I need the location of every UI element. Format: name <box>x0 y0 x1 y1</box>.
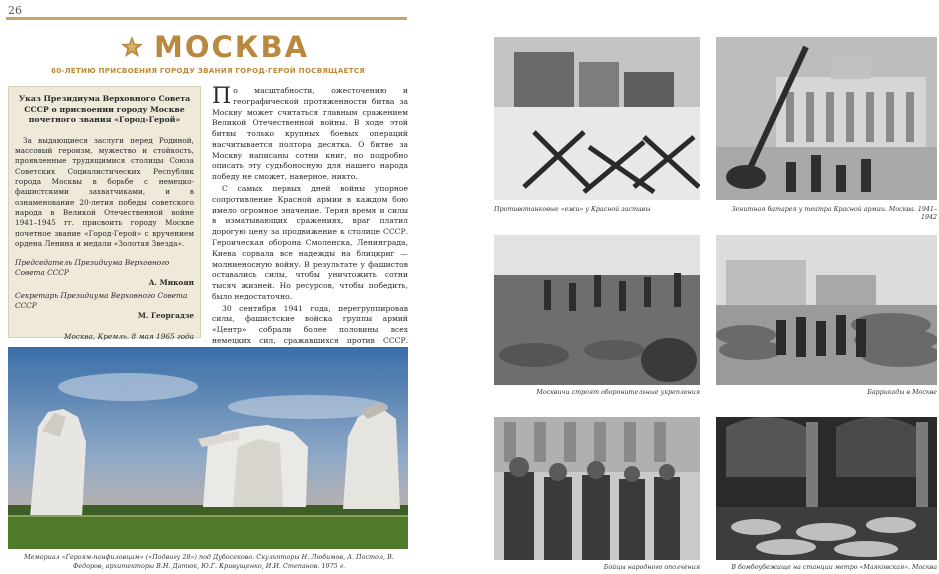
decree-body: За выдающиеся заслуги перед Родиной, массовый героизм, мужество и стойкость, проявленные трудящимися столицы Союза Советских Социалистических Республик города Москвы в борьбе с немецко-фашистскими захватчиками, и в ознаменование 20-летия победы советского народа в Великой Отечественной войне 1941–1945 гг. присвоить городу Москве почетное звание «Город-Герой» с вручением ордена Ленина и медали «Золотая Звезда». <box>15 135 194 249</box>
memorial-caption: Мемориал «Героям-панфиловцам» («Подвигу 28») под Дубосеково. Скульпторы Н. Любимов, А. Постол, В. Федоров, архитекторы В.Н. Датюк, Ю.Г. Кривущенко, И.И. Степанов. 1975 г. <box>24 553 394 570</box>
photo-barricades <box>716 235 937 385</box>
page-number: 26 <box>8 4 22 17</box>
chair-role: Председатель Президиума Верховного Совета СССР <box>15 257 170 277</box>
chair-name: А. Микоян <box>148 278 194 288</box>
photo-fortifications <box>494 235 700 385</box>
photo-caption-4: Баррикады в Москве <box>867 389 937 396</box>
article-paragraph <box>212 86 408 183</box>
photo-antiaircraft <box>716 37 937 200</box>
decree-place-date: Москва, Кремль. 8 мая 1965 года <box>64 331 194 341</box>
photo-metro-shelter <box>716 417 937 560</box>
page-title: МОСКВА <box>154 30 310 64</box>
article-paragraph-1: о масштабности, ожесточению и географической протяженности битва за Москву может считаться главным сражением Великой Отечественной войны. В ходе этой битвы только крупных боевых операций насчитывается полтора десятка. О битве за Москву написаны сотни книг, но подробно описать эту судьбоносную для нашего народа победу не сможет, наверное, никто. <box>212 86 408 182</box>
photo-militia <box>494 417 700 560</box>
photo-caption-1: Противотанковые «ежи» у Красной заставы <box>494 206 651 213</box>
photo-caption-3: Москвичи строят оборонительные укрепления <box>536 389 700 396</box>
secretary-name: М. Георгадзе <box>137 311 194 321</box>
decree-box <box>8 86 201 341</box>
article-paragraph-2: С самых первых дней войны упорное сопротивление Красной армии в каждом бою имело огромное значение. Теряя время и силы в изматывающих сражениях, враг платил дорогую цену за продвижение к столице СССР. Героическая оборона Смоленска, Ленинграда, Киева сорвала все надежды на блицкриг — молниеносную войну. В результате у фашистов оставались силы, чтобы уничтожить сотни тысяч жизней. Но ресурсов, чтобы победить, было недостаточно. <box>212 184 408 301</box>
photo-caption-2: Зенитная батарея у театра Красной армии. Москва. 1941–1942 <box>731 206 937 221</box>
page-subtitle: 60-ЛЕТИЮ ПРИСВОЕНИЯ ГОРОДУ ЗВАНИЯ ГОРОД-ГЕРОЙ ПОСВЯЩАЕТСЯ <box>51 66 365 75</box>
decree-title: Указ Президиума Верховного Совета СССР о присвоении городу Москве почетного звания «Город-Герой» <box>18 94 191 125</box>
memorial-photo <box>8 347 408 549</box>
photo-caption-6: В бомбоубежище на станции метро «Маяковская». Москва <box>731 564 937 571</box>
secretary-role: Секретарь Президиума Верховного Совета СССР <box>15 290 188 310</box>
title-block <box>120 30 309 64</box>
article-text <box>212 86 408 359</box>
article-paragraph-3: 30 сентября 1941 года, перегруппировав силы, фашистские войска группы армий «Центр» собрали более половины всех немецких сил, сражавшихся против СССР. <box>212 303 408 345</box>
photo-tank-hedgehogs <box>494 37 700 200</box>
drop-cap: П <box>212 84 232 109</box>
star-icon <box>120 35 144 59</box>
header-rule <box>6 17 407 20</box>
photo-caption-5: Бойцы народного ополчения <box>603 564 700 571</box>
